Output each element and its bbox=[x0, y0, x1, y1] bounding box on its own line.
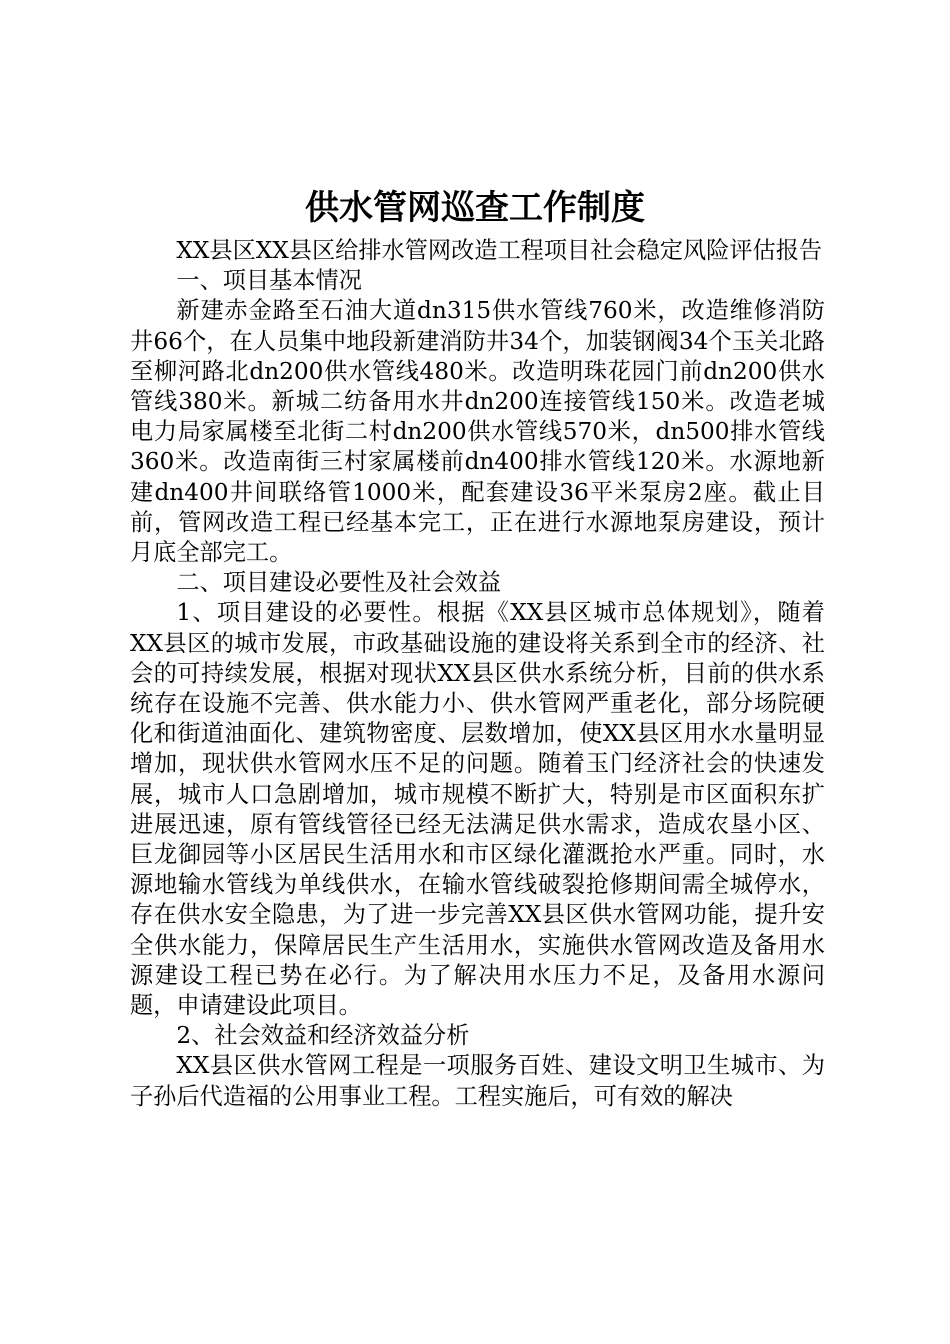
document-body bbox=[130, 236, 825, 1112]
report-heading-paragraph: XX县区XX县区给排水管网改造工程项目社会稳定风险评估报告 bbox=[176, 237, 823, 264]
subsection-heading: 2、社会效益和经济效益分析 bbox=[176, 1022, 470, 1050]
section-heading-2: 二、项目建设必要性及社会效益 bbox=[176, 569, 502, 597]
document-title: 供水管网巡查工作制度 bbox=[305, 188, 645, 228]
body-paragraph: 1、项目建设的必要性。根据《XX县区城市总体规划》，随着XX县区的城市发展，市政基础设施的建设将关系到全市的经济、社会的可持续发展，根据对现状XX县区供水系统分析，目前的供水系统存在设施不完善、供水能力小、供水管网严重老化，部分场院硬化和街道油面化、建筑物密度、层数增加，使XX县区用水水量明显增加，现状供水管网水压不足的问题。随着玉门经济社会的快速发展，城市人口急剧增加，城市规模不断扩大，特别是市区面积东扩进展迅速，原有管线管径已经无法满足供水需求，造成农垦小区、巨龙御园等小区居民生活用水和市区绿化灌溉抢水严重。同时，水源地输水管线为单线供水，在输水管线破裂抢修期间需全城停水，存在供水安全隐患，为了进一步完善XX县区供水管网功能，提升安全供水能力，保障居民生产生活用水，实施供水管网改造及备用水源建设工程已势在必行。为了解决用水压力不足，及备用水源问题，申请建设此项目。 bbox=[130, 599, 825, 1020]
section-heading-1: 一、项目基本情况 bbox=[176, 267, 362, 295]
body-paragraph: XX县区供水管网工程是一项服务百姓、建设文明卫生城市、为子孙后代造福的公用事业工程。工程实施后，可有效的解决 bbox=[130, 1052, 825, 1110]
body-paragraph: 新建赤金路至石油大道dn315供水管线760米，改造维修消防井66个，在人员集中地段新建消防井34个，加装钢阀34个玉关北路至柳河路北dn200供水管线480米。改造明珠花园门前dn200供水管线380米。新城二纺备用水井dn200连接管线150米。改造老城电力局家属楼至北街二村dn200供水管线570米，dn500排水管线360米。改造南街三村家属楼前dn400排水管线120米。水源地新建dn400井间联络管1000米，配套建设36平米泵房2座。截止目前，管网改造工程已经基本完工，正在进行水源地泵房建设，预计月底全部完工。 bbox=[130, 297, 825, 567]
